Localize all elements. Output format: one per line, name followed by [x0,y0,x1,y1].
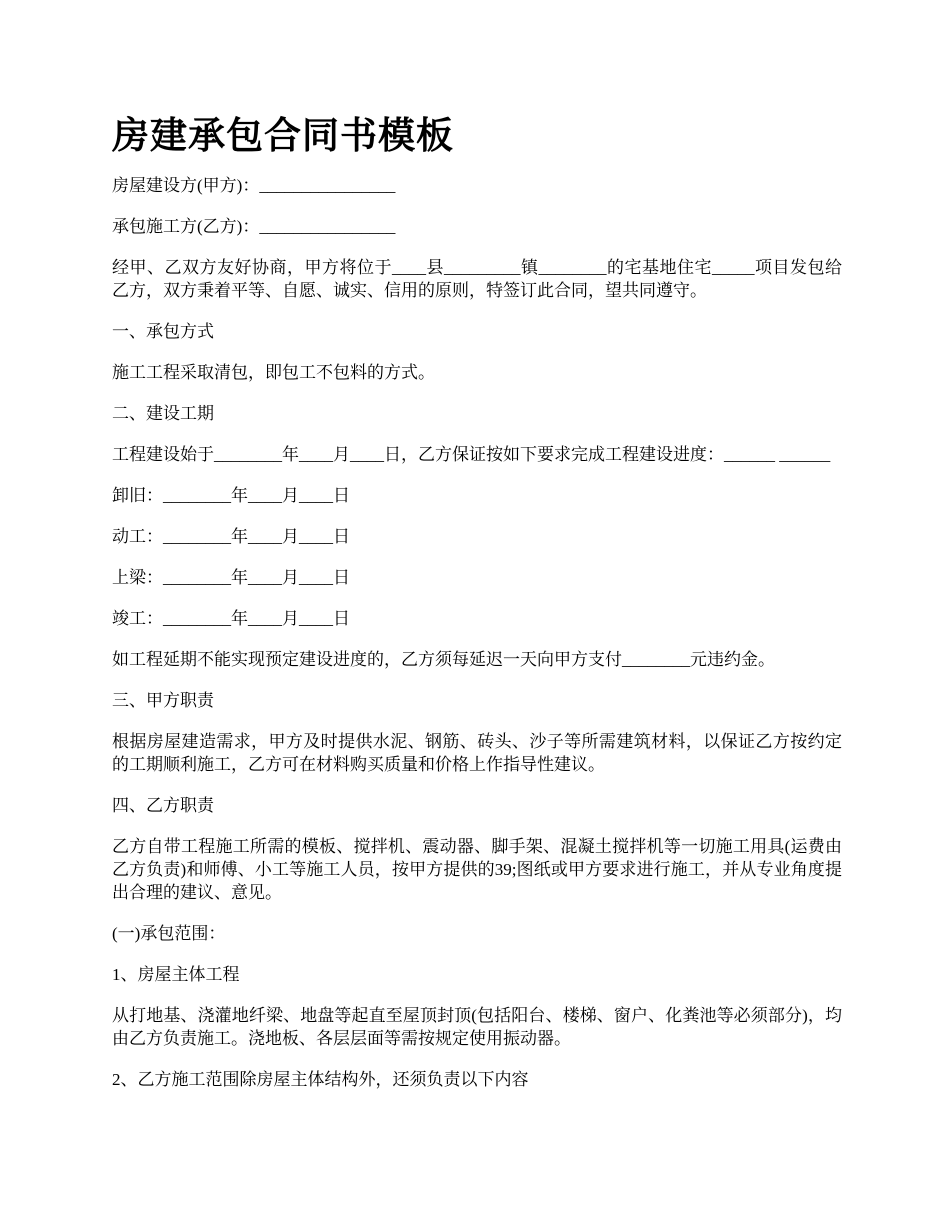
contract-method-text: 施工工程采取清包，即包工不包料的方式。 [112,363,435,382]
schedule-groundbreaking: 动工：________年____月____日 [112,527,350,546]
schedule-beam: 上梁：________年____月____日 [112,568,350,587]
scope-item-1-text: 从打地基、浇灌地纤梁、地盘等起直至屋顶封顶(包括阳台、楼梯、窗户、化粪池等必须部分)，均由乙方负责施工。浇地板、各层层面等需按规定使用振动器。 [112,1006,842,1048]
section-heading-schedule: 二、建设工期 [112,404,214,423]
section-heading-party-b-duties: 四、乙方职责 [112,796,214,815]
subsection-heading-scope: (一)承包范围： [112,924,226,943]
scope-item-2-text: 2、乙方施工范围除房屋主体结构外，还须负责以下内容 [112,1070,529,1089]
party-a-duties-text: 根据房屋建造需求，甲方及时提供水泥、钢筋、砖头、沙子等所需建筑材料，以保证乙方按约定的工期顺利施工，乙方可在材料购买质量和价格上作指导性建议。 [112,732,842,774]
document-page [112,108,842,1109]
document-title: 房建承包合同书模板 [112,113,454,157]
delay-penalty-text: 如工程延期不能实现预定建设进度的，乙方须每延迟一天向甲方支付________元违约金。 [112,650,775,669]
party-a-line: 房屋建设方(甲方)：________________ [112,176,396,195]
intro-paragraph: 经甲、乙双方友好协商，甲方将位于____县_________镇________的宅基地住宅_____项目发包给乙方，双方秉着平等、自愿、诚实、信用的原则，特签订此合同，望共同遵守。 [112,258,842,300]
schedule-start-text: 工程建设始于________年____月____日，乙方保证按如下要求完成工程建设进度：______ ______ [112,445,831,464]
schedule-demolition: 卸旧：________年____月____日 [112,486,350,505]
party-b-duties-text: 乙方自带工程施工所需的模板、搅拌机、震动器、脚手架、混凝土搅拌机等一切施工用具(运费由乙方负责)和师傅、小工等施工人员，按甲方提供的39;图纸或甲方要求进行施工，并从专业角度提出合理的建议、意见。 [112,837,842,902]
section-heading-contract-method: 一、承包方式 [112,322,214,341]
scope-item-1-heading: 1、房屋主体工程 [112,965,240,984]
party-b-line: 承包施工方(乙方)：________________ [112,217,396,236]
schedule-completion: 竣工：________年____月____日 [112,609,350,628]
section-heading-party-a-duties: 三、甲方职责 [112,691,214,710]
